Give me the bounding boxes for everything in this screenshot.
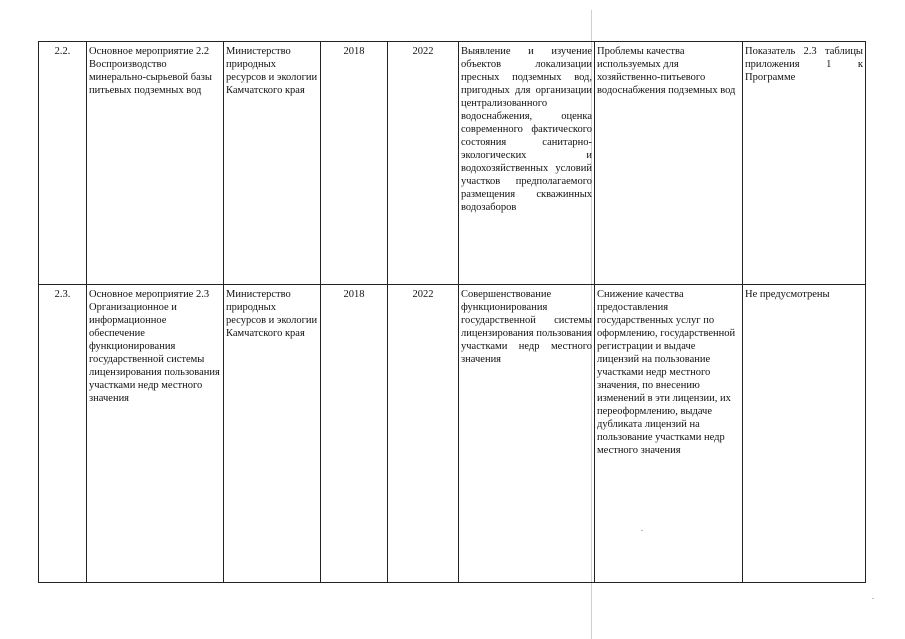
start-year: 2018 <box>321 285 388 583</box>
table-row <box>39 42 866 285</box>
non-implementation-consequences: Снижение качества предоставления государственных услуг по оформлению, государственной регистрации и выдаче лицензий на пользование участками недр местного значения, по внесению изменений в эти лицензии, их переоформлению, выдаче дубликата лицензий на пользование участками недр местного значения <box>595 285 743 583</box>
end-year: 2022 <box>388 42 459 285</box>
expected-result: Выявление и изучение объектов локализации пресных подземных вод, пригодных для организации централизованного водоснабжения, оценка современного фактического состояния санитарно-экологических и водохозяйственных условий участков предполагаемого размещения скважинных водозаборов <box>459 42 595 285</box>
non-implementation-consequences: Проблемы качества используемых для хозяйственно-питьевого водоснабжения подземных вод <box>595 42 743 285</box>
row-number: 2.3. <box>39 285 87 583</box>
event-name: Основное мероприятие 2.2 Воспроизводство минерально-сырьевой базы питьевых подземных вод <box>87 42 224 285</box>
executor: Министерство природных ресурсов и экологии Камчатского края <box>224 42 321 285</box>
row-number: 2.2. <box>39 42 87 285</box>
program-events-table <box>38 41 866 583</box>
related-indicator: Показатель 2.3 таблицы приложения 1 к Программе <box>743 42 866 285</box>
event-name: Основное мероприятие 2.3 Организационное и информационное обеспечение функционирования государственной системы лицензирования пользования участками недр местного значения <box>87 285 224 583</box>
expected-result: Совершенствование функционирования государственной системы лицензирования пользования участками недр местного значения <box>459 285 595 583</box>
end-year: 2022 <box>388 285 459 583</box>
executor: Министерство природных ресурсов и экологии Камчатского края <box>224 285 321 583</box>
table-row <box>39 285 866 583</box>
scan-speck <box>872 598 874 599</box>
start-year: 2018 <box>321 42 388 285</box>
scan-speck <box>641 530 643 531</box>
related-indicator: Не предусмотрены <box>743 285 866 583</box>
